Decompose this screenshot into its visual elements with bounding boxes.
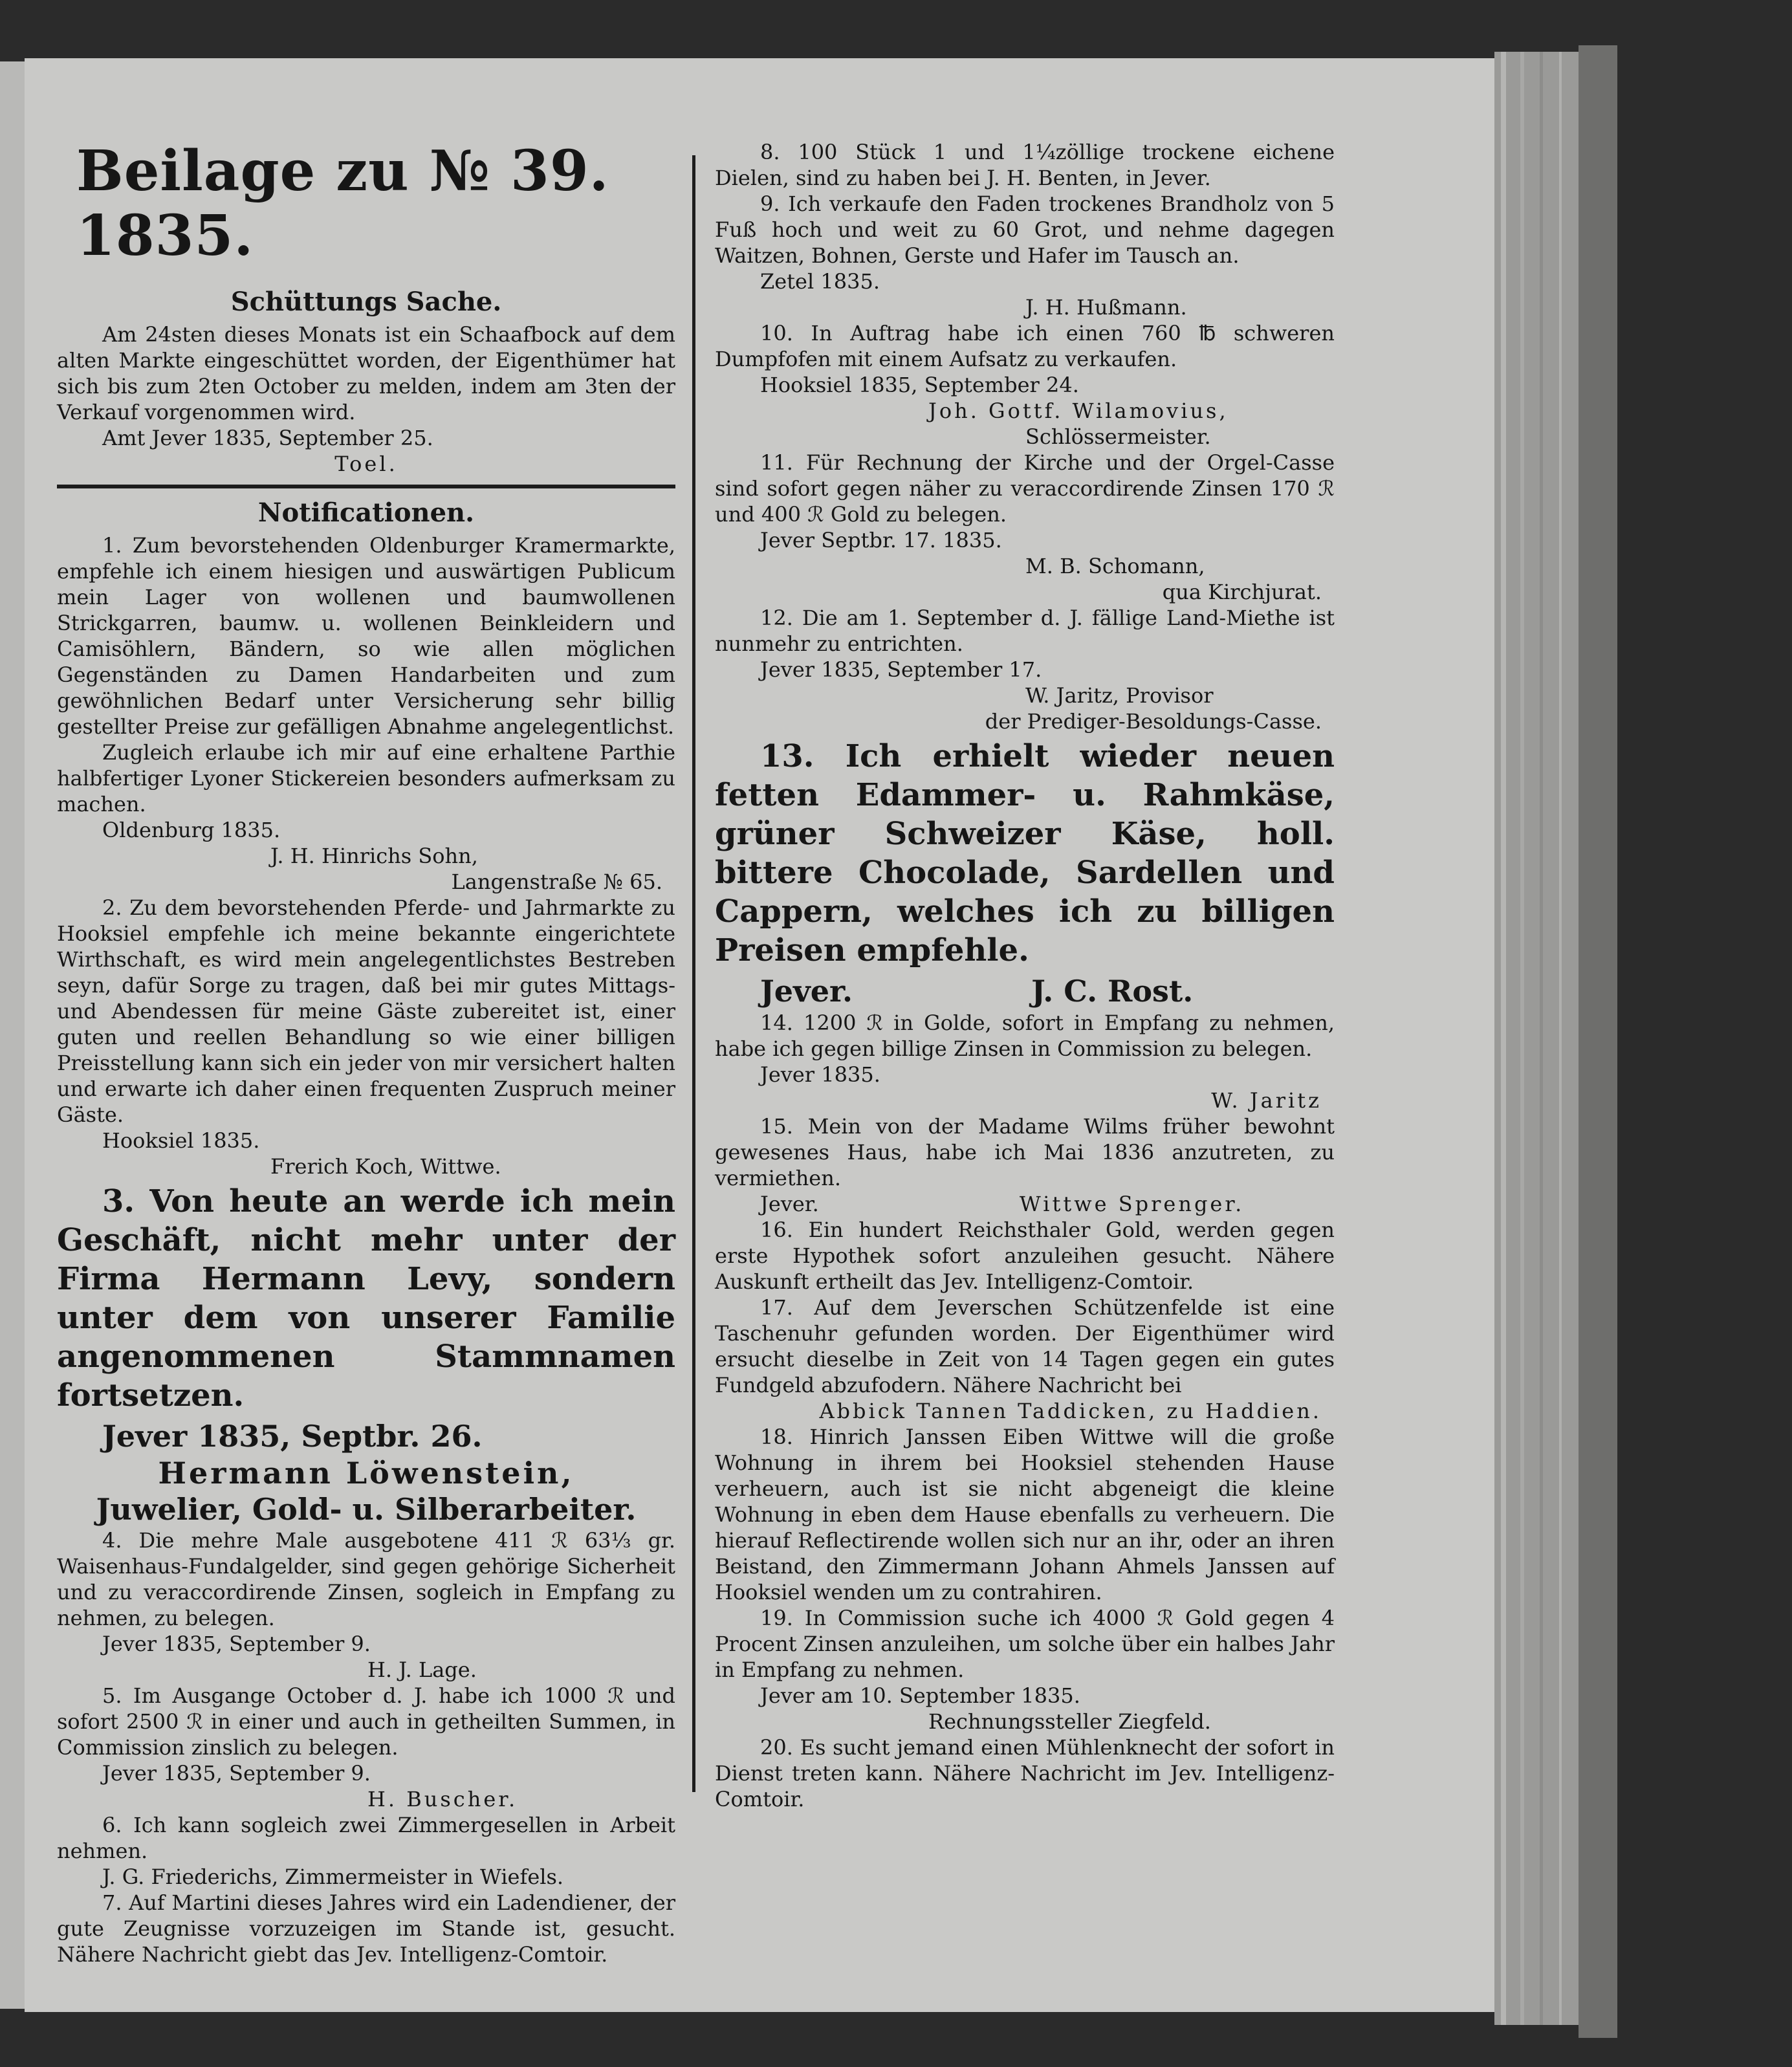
notice-14-text: 14. 1200 ℛ in Golde, sofort in Empfang zu nehmen, habe ich gegen billige Zinsen in Commission zu belegen. [715, 1011, 1335, 1061]
notice-4-text: 4. Die mehre Male ausgebotene 411 ℛ 63⅓ gr. Waisenhaus-Fundalgelder, sind gegen gehörige Sicherheit und zu veraccordirende Zinsen, sogleich in Empfang zu nehmen, zu belegen. [57, 1528, 675, 1630]
notice-2-text: 2. Zu dem bevorstehenden Pferde- und Jahrmarkte zu Hooksiel empfehle ich meine bekannte eingerichtete Wirthschaft, es wird mein angelegentlichstes Bestreben seyn, dafür Sorge zu tragen, daß bei mir gutes Mittags- und Abendessen für meine Gäste zubereitet ist, einer guten und reellen Behandlung so wie einer billigen Preisstellung kann sich ein jeder von mir versichert halten und erwarte ich daher einen frequenten Zuspruch meiner Gäste. [57, 895, 675, 1127]
section-rule [57, 485, 675, 488]
notice-4-signature: H. J. Lage. [367, 1657, 477, 1682]
notice-19-text: 19. In Commission suche ich 4000 ℛ Gold gegen 4 Procent Zinsen anzuleihen, um solche über ein halbes Jahr in Empfang zu nehmen. [715, 1606, 1335, 1682]
notice-5-text: 5. Im Ausgange October d. J. habe ich 1000 ℛ und sofort 2500 ℛ in einer und auch in getheilten Summen, in Commission zinslich zu belegen. [57, 1683, 675, 1760]
notice-3-text: 3. Von heute an werde ich mein Geschäft, nicht mehr unter der Firma Hermann Levy, sondern unter dem von unserer Familie angenommenen Stammnamen fortsetzen. [57, 1183, 675, 1414]
notice-13-text: 13. Ich erhielt wieder neuen fetten Edammer- u. Rahmkäse, grüner Schweizer Käse, holl. bittere Chocolade, Sardellen und Cappern, welches ich zu billigen Preisen empfehle. [715, 738, 1335, 968]
notice-2-place: Hooksiel 1835. [102, 1128, 260, 1153]
notice-10-text: 10. In Auftrag habe ich einen 760 ℔ schweren Dumpfofen mit einem Aufsatz zu verkaufen. [715, 321, 1335, 371]
notice-12-title: der Prediger-Besoldungs-Casse. [985, 709, 1322, 734]
notice-20-text: 20. Es sucht jemand einen Mühlenknecht der sofort in Dienst treten kann. Nähere Nachricht im Jev. Intelligenz-Comtoir. [715, 1735, 1335, 1811]
masthead-title: Beilage zu № 39. 1835. [76, 138, 609, 268]
notice-6-text: 6. Ich kann sogleich zwei Zimmergesellen in Arbeit nehmen. [57, 1813, 675, 1863]
notice-3-signature: Hermann Löwenstein, [158, 1456, 574, 1491]
notice-9-text: 9. Ich verkaufe den Faden trockenes Brandholz von 5 Fuß hoch und weit zu 60 Grot, und nehme dagegen Waitzen, Bohnen, Gerste und Hafer im Tausch an. [715, 191, 1335, 268]
notice-18-text: 18. Hinrich Janssen Eiben Wittwe will die große Wohnung in ihrem bei Hooksiel stehenden Hause verheuern, auch ist sie nicht abgeneigt die kleine Wohnung in eben dem Hause ebenfalls zu verheuern. Die hierauf Reflectirende wollen sich nur an ihr, oder an ihren Beistand, den Zimmermann Johann Ahmels Janssen auf Hooksiel wenden um zu contrahiren. [715, 1425, 1335, 1604]
notice-15-text: 15. Mein von der Madame Wilms früher bewohnt gewesenes Haus, habe ich Mai 1836 anzutreten, zu vermiethen. [715, 1114, 1335, 1190]
right-column [715, 139, 1335, 1812]
binding-cover [1579, 45, 1617, 2038]
notice-4-date: Jever 1835, September 9. [102, 1632, 371, 1656]
notice-5-date: Jever 1835, September 9. [102, 1761, 371, 1786]
notice-11-date: Jever Septbr. 17. 1835. [760, 528, 1002, 552]
notice-11-title: qua Kirchjurat. [1162, 580, 1322, 604]
notice-1-place: Oldenburg 1835. [102, 818, 281, 842]
notice-9-date: Zetel 1835. [760, 269, 880, 294]
column-divider [692, 155, 695, 1792]
previous-page-edge [0, 61, 25, 2009]
notice-schuettung-text: Am 24sten dieses Monats ist ein Schaafbock auf dem alten Markte eingeschüttet worden, der Eigenthümer hat sich bis zum 2ten October zu melden, indem am 3ten der Verkauf vorgenommen wird. [57, 322, 675, 424]
notice-11-signature: M. B. Schomann, [1025, 554, 1205, 578]
notice-1-signature: J. H. Hinrichs Sohn, [270, 844, 478, 868]
notice-19-date: Jever am 10. September 1835. [760, 1683, 1080, 1708]
notice-10-trade: Schlössermeister. [1025, 424, 1211, 449]
section-heading-schuettungs: Schüttungs Sache. [230, 287, 502, 317]
notice-15-signature: Wittwe Sprenger. [1019, 1192, 1245, 1216]
notice-9-signature: J. H. Hußmann. [1025, 295, 1187, 320]
notice-5-signature: H. Buscher. [367, 1787, 518, 1811]
notice-3-date: Jever 1835, Septbr. 26. [102, 1419, 483, 1454]
notice-11-text: 11. Für Rechnung der Kirche und der Orgel-Casse sind sofort gegen näher zu veraccordirende Zinsen 170 ℛ und 400 ℛ Gold zu belegen. [715, 450, 1335, 527]
notice-8-text: 8. 100 Stück 1 und 1¼zöllige trockene eichene Dielen, sind zu haben bei J. H. Benten, in Jever. [715, 140, 1335, 190]
notice-7-text: 7. Auf Martini dieses Jahres wird ein Ladendiener, der gute Zeugnisse vorzuzeigen im Stande ist, gesucht. Nähere Nachricht giebt das Jev. Intelligenz-Comtoir. [57, 1890, 675, 1967]
notice-6-signature: J. G. Friederichs, Zimmermeister in Wiefels. [102, 1865, 564, 1889]
notice-1-text-2: Zugleich erlaube ich mir auf eine erhaltene Parthie halbfertiger Lyoner Stickereien besonders aufmerksam zu machen. [57, 740, 675, 816]
notice-13-signature: J. C. Rost. [1031, 974, 1194, 1009]
notice-12-text: 12. Die am 1. September d. J. fällige Land-Miethe ist nunmehr zu entrichten. [715, 606, 1335, 656]
notice-17-signature: Abbick Tannen Taddicken, zu Haddien. [819, 1399, 1322, 1423]
notice-1-text: 1. Zum bevorstehenden Oldenburger Kramermarkte, empfehle ich einem hiesigen und auswärtigen Publicum mein Lager von wollenen und baumwollenen Strickgarren, baumw. u. wollenen Beinkleidern und Camisöhlern, Bändern, so wie allen möglichen Gegenständen zu Damen Handarbeiten und zum gewöhnlichen Bedarf unter Versicherung sehr billig gestellter Preise zur gefälligen Abnahme angelegentlichst. [57, 533, 675, 739]
notice-1-address: Langenstraße № 65. [451, 869, 662, 894]
notice-14-signature: W. Jaritz [1211, 1088, 1322, 1113]
notice-16-text: 16. Ein hundert Reichsthaler Gold, werden gegen erste Hypothek sofort anzuleihen gesucht. Nähere Auskunft ertheilt das Jev. Intelligenz-Comtoir. [715, 1218, 1335, 1294]
notice-10-date: Hooksiel 1835, September 24. [760, 373, 1079, 397]
notice-15-place: Jever. [760, 1192, 819, 1216]
notice-17-text: 17. Auf dem Jeverschen Schützenfelde ist eine Taschenuhr gefunden worden. Der Eigenthümer wird ersucht dieselbe in Zeit von 14 Tagen gegen ein gutes Fundgeld abzufodern. Nähere Nachricht bei [715, 1295, 1335, 1397]
notice-2-signature: Frerich Koch, Wittwe. [270, 1154, 501, 1179]
notice-13-signoff [715, 972, 1335, 1010]
notice-10-signature: Joh. Gottf. Wilamovius, [928, 399, 1229, 423]
notice-15-signoff [715, 1191, 1335, 1217]
notice-19-signature: Rechnungssteller Ziegfeld. [928, 1709, 1211, 1734]
notice-14-date: Jever 1835. [760, 1062, 880, 1087]
notice-schuettung-date: Amt Jever 1835, September 25. [102, 426, 433, 450]
notice-12-date: Jever 1835, September 17. [760, 657, 1042, 682]
notice-12-signature: W. Jaritz, Provisor [1025, 683, 1214, 708]
section-heading-notificationen: Notificationen. [257, 498, 475, 528]
left-column [57, 139, 675, 1967]
notice-13-place: Jever. [760, 974, 853, 1009]
notice-schuettung-signature: Toel. [334, 452, 398, 476]
notice-3-trade: Juwelier, Gold- u. Silberarbeiter. [96, 1492, 637, 1527]
